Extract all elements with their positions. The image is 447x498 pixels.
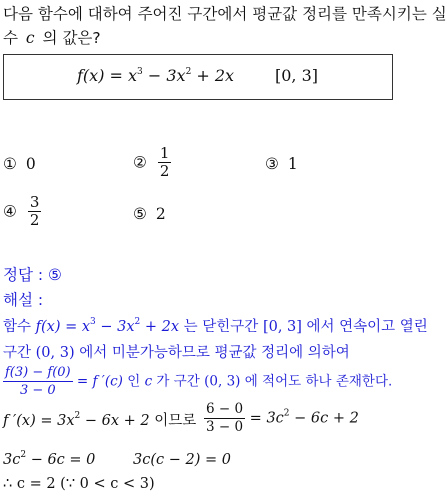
explanation-line-2 bbox=[3, 342, 350, 364]
question-text: 수 bbox=[3, 29, 18, 47]
choice-value: 0 bbox=[25, 155, 36, 173]
function-lhs: f(x) = bbox=[77, 66, 129, 85]
explanation-text: 구간 bbox=[3, 345, 36, 361]
explanation-text: 는 닫힌구간 bbox=[179, 319, 263, 335]
explanation-exponent: 2 bbox=[134, 317, 141, 327]
explanation-math: + 2x bbox=[140, 319, 180, 335]
explanation-text: 가 구간 bbox=[152, 373, 205, 390]
explanation-fraction bbox=[3, 364, 73, 399]
explanation-math: [0, 3] bbox=[262, 319, 302, 335]
choice-marker: ③ bbox=[265, 155, 279, 173]
function-term: + 2x bbox=[191, 66, 235, 85]
solution-math: − 6c + 2 bbox=[289, 410, 359, 427]
explanation-text: 에서 미분가능하므로 평균값 정리에 의하여 bbox=[74, 345, 350, 361]
choice-value: 2 bbox=[155, 205, 166, 223]
choice-1[interactable] bbox=[3, 153, 36, 175]
question-text: 의 값은? bbox=[42, 29, 101, 47]
solution-exponent: 2 bbox=[20, 450, 27, 460]
choice-value: 1 bbox=[287, 155, 298, 173]
solution-math: 3c bbox=[3, 452, 21, 468]
solution-exponent: 2 bbox=[283, 408, 290, 419]
choice-5[interactable] bbox=[133, 203, 166, 225]
answer-label: 정답 : bbox=[3, 266, 49, 284]
fraction-denominator: 3 − 0 bbox=[19, 383, 56, 398]
explanation-text: 함수 bbox=[3, 319, 36, 335]
solution-math: f ′(x) = 3x bbox=[3, 413, 75, 429]
choice-marker: ① bbox=[3, 155, 17, 173]
function-exponent: 2 bbox=[185, 67, 192, 77]
solution-math: 3c(c − 2) = 0 bbox=[133, 452, 231, 468]
explanation-math: c bbox=[144, 373, 153, 390]
fraction-denominator: 2 bbox=[29, 211, 40, 229]
explanation-text: 에 적어도 하나 존재한다. bbox=[240, 373, 393, 390]
fraction-denominator: 3 − 0 bbox=[206, 419, 244, 435]
explanation-line-1 bbox=[3, 316, 428, 338]
solution-math: − 6c = 0 bbox=[26, 452, 96, 468]
solution-exponent: 2 bbox=[74, 411, 81, 421]
solution-math: − 6x + 2 bbox=[80, 413, 150, 429]
explanation-text: 인 bbox=[122, 373, 145, 390]
solution-text: 이므로 bbox=[149, 413, 197, 429]
fraction-denominator: 2 bbox=[159, 162, 170, 180]
explanation-math: (0, 3) bbox=[35, 345, 75, 361]
explanation-text: 에서 연속이고 열린 bbox=[301, 319, 428, 335]
choice-4[interactable] bbox=[3, 194, 41, 229]
solution-conclusion: ∴ c = 2 (∵ 0 < c < 3) bbox=[3, 476, 155, 492]
solution-line-1 bbox=[3, 410, 196, 432]
function-expression bbox=[77, 66, 234, 85]
choice-3[interactable] bbox=[265, 153, 298, 175]
function-term: x bbox=[128, 66, 138, 85]
function-interval: [0, 3] bbox=[275, 66, 319, 85]
explanation-math: (0, 3) bbox=[204, 373, 241, 390]
explanation-line-3 bbox=[3, 364, 392, 399]
explanation-math: − 3x bbox=[95, 319, 135, 335]
fraction-numerator: 1 bbox=[159, 144, 170, 162]
answer-value: ⑤ bbox=[48, 266, 62, 284]
choice-fraction bbox=[158, 145, 172, 180]
fraction-numerator: f(3) − f(0) bbox=[5, 365, 71, 380]
solution-line-2-right bbox=[133, 449, 231, 471]
function-term: − 3x bbox=[142, 66, 186, 85]
fraction-numerator: 6 − 0 bbox=[206, 401, 244, 417]
choice-fraction bbox=[28, 194, 42, 229]
function-exponent: 3 bbox=[137, 67, 143, 77]
explanation-math: f(x) = x bbox=[35, 319, 91, 335]
choice-2[interactable] bbox=[133, 145, 171, 180]
solution-line-2 bbox=[3, 449, 95, 471]
fraction-numerator: 3 bbox=[29, 193, 40, 211]
solution-line-1-right bbox=[204, 401, 359, 436]
function-box bbox=[3, 54, 393, 100]
choice-marker: ② bbox=[133, 153, 147, 172]
explanation-math: = f ′(c) bbox=[72, 373, 123, 390]
choice-marker: ④ bbox=[3, 202, 17, 221]
solution-math: = 3c bbox=[245, 410, 284, 427]
question-line-1: 다음 함수에 대하여 주어진 구간에서 평균값 정리를 만족시키는 실 bbox=[3, 5, 447, 23]
explanation-label: 해설 : bbox=[3, 291, 44, 309]
question-line-2 bbox=[3, 27, 101, 49]
answer bbox=[3, 264, 62, 286]
solution-fraction bbox=[204, 401, 245, 436]
question-variable: c bbox=[25, 29, 35, 47]
choice-marker: ⑤ bbox=[133, 205, 147, 223]
explanation-exponent: 3 bbox=[90, 317, 96, 327]
